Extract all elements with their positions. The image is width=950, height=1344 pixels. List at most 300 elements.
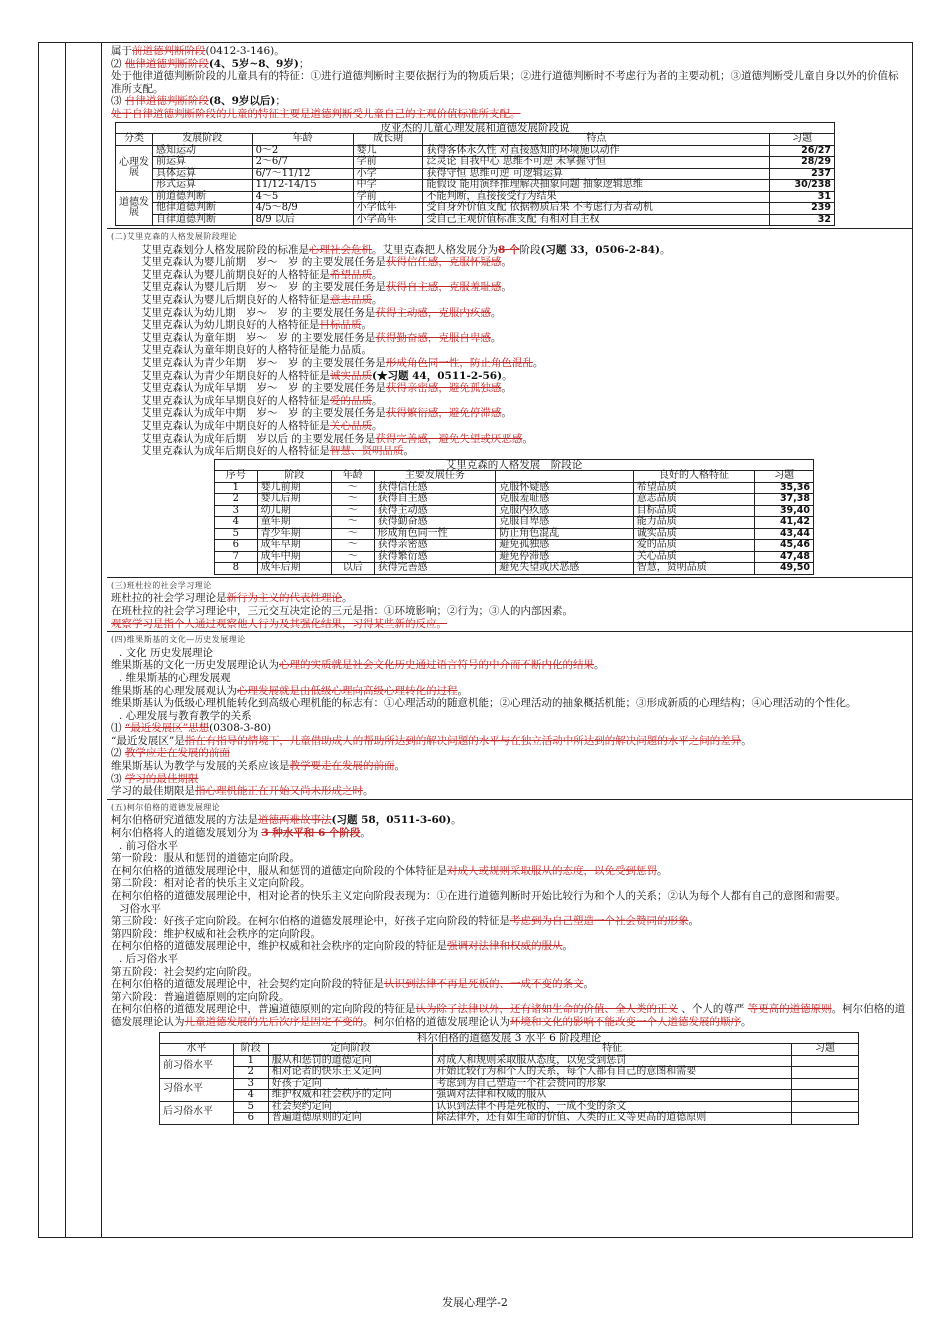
text-line (111, 108, 908, 121)
text-line (111, 814, 908, 827)
text-run: 。 (451, 814, 462, 827)
text-run: 。 (363, 785, 374, 798)
table-row (116, 145, 835, 157)
text-line (141, 256, 908, 269)
key-phrase: 获得繁衍感，避免停滞感 (385, 407, 502, 420)
key-phrase: 获得完善感，避免失望或厌恶感 (375, 432, 523, 445)
piaget-table-caption: 皮亚杰的儿童心理发展和道德发展阶段说 (115, 122, 835, 134)
table-row (116, 180, 835, 192)
task-cell: 获得繁衍感 (374, 551, 496, 563)
text-run: 。 (501, 281, 512, 294)
text-run: 。 (501, 382, 512, 395)
key-phrase: 教学要走在发展的前面 (289, 760, 395, 773)
text-line (111, 991, 908, 1004)
text-run: 艾里克森认为成年早期良好的人格特征是 (141, 394, 330, 407)
text-run: 在柯尔伯格的道德发展理论中，服从和惩罚的道德定向阶段的个体特征是 (111, 864, 447, 877)
feature-cell: 获得守恒 思维可逆 可逻辑运算 (423, 168, 770, 180)
text-run: 。 (372, 419, 383, 432)
erikson-text (111, 244, 908, 458)
trait-cell: 能力品质 (633, 517, 755, 529)
exercise-cell: 237 (770, 168, 835, 180)
task-cell: 克服羞耻感 (496, 494, 633, 506)
text-run: 。 (741, 1015, 752, 1028)
column-header: 年龄 (331, 471, 374, 483)
text-run: 阶段 (519, 243, 541, 256)
table-row (160, 1067, 859, 1079)
column-header: 习题 (755, 471, 814, 483)
key-phrase: 心理的实质就是社会文化历史通过语言符号的中介而不断内化的结果 (279, 659, 594, 672)
text-run: (习题 58，0511-3-60) (331, 814, 452, 827)
text-run: 第六阶段：普遍道德原则的定向阶段。 (111, 990, 290, 1003)
text-run: (0308-3-80) (209, 722, 272, 735)
text-line (111, 852, 908, 865)
key-phrase: 获得主动感，克服内疚感 (375, 306, 491, 319)
section-piaget (107, 43, 912, 229)
text-line (111, 710, 908, 723)
level-cell: 前习俗水平 (160, 1055, 234, 1078)
text-run: 。 (490, 306, 502, 319)
age-cell: ～ (331, 517, 374, 529)
level-cell: 后习俗水平 (160, 1101, 234, 1124)
text-line (111, 928, 908, 941)
key-phrase: “最近发展区”思想 (124, 722, 210, 735)
text-run: 第一阶段：服从和惩罚的道德定向阶段。 (111, 852, 300, 865)
column-header: 定向阶段 (268, 1044, 432, 1056)
piaget-table (115, 122, 835, 227)
stage-number-cell: 1 (233, 1055, 268, 1067)
text-run: 。 (342, 592, 353, 605)
text-line (141, 433, 908, 446)
erikson-table-header (215, 471, 814, 483)
exercise-cell (792, 1055, 859, 1067)
age-cell: 2～6/7 (252, 157, 353, 169)
table-row (116, 168, 835, 180)
task-cell: 避免孤独感 (496, 540, 633, 552)
column-header: 主要发展任务 (374, 471, 496, 483)
trait-cell: 爱的品质 (633, 540, 755, 552)
period-cell: 小学高年 (353, 214, 423, 226)
text-run: . 维果斯基的心理发展观 (119, 671, 231, 684)
exercise-cell (792, 1067, 859, 1079)
key-phrase: 获得自主感，克服羞耻感 (385, 281, 502, 294)
table-row (116, 157, 835, 169)
text-run: (★习题 44，0511-2-56) (372, 369, 503, 382)
text-line (111, 735, 908, 748)
piaget-table-header (116, 134, 835, 146)
column-header: 阶段 (233, 1044, 268, 1056)
feature-cell: 开始比较行为和个人的关系，每个人都有自己的意图和需要 (433, 1067, 792, 1079)
text-run: ⑶ (111, 772, 125, 785)
age-cell: 8/9 以后 (252, 214, 353, 226)
task-cell: 获得亲密感 (374, 540, 496, 552)
text-line (111, 760, 908, 773)
text-run: ⑵ (111, 57, 125, 70)
text-line (111, 773, 908, 786)
text-line (111, 58, 908, 71)
feature-cell: 受自己主观价值标准支配 有相对自主权 (423, 214, 770, 226)
key-phrase: 指心理机能正在开始又尚未形成之时 (195, 785, 363, 798)
feature-cell: 受自身外价值支配 依据物质后果 不考虑行为者动机 (423, 203, 770, 215)
stage-cell: 婴儿前期 (257, 482, 331, 494)
age-cell: ～ (331, 540, 374, 552)
text-line (111, 1003, 908, 1028)
kohlberg-table (159, 1032, 859, 1125)
stage-cell: 具体运算 (153, 168, 253, 180)
text-run: (4、5岁~8、9岁) (208, 57, 299, 70)
orientation-cell: 服从和惩罚的道德定向 (268, 1055, 432, 1067)
bandura-text (111, 592, 908, 630)
text-run: ； (275, 95, 286, 108)
vygotsky-text (111, 647, 908, 798)
text-line (111, 877, 908, 890)
text-run: 在柯尔伯格的道德发展理论中，相对论者的快乐主义定向阶段表现为：①在进行道德判断时开始比较行为和个人的关系；②认为每个人都有自己的意图和需要。 (111, 890, 846, 902)
text-line (141, 332, 908, 345)
column-header: 习题 (792, 1044, 859, 1056)
text-line (111, 647, 908, 660)
exercise-cell (792, 1078, 859, 1090)
category-cell: 心理发展 (116, 145, 153, 191)
text-run: 在柯尔伯格的道德发展理论中，社会契约定向阶段的特征是 (111, 978, 384, 991)
key-phrase: 获得亲密感，避免孤独感 (385, 382, 502, 395)
age-cell: 6/7～11/12 (252, 168, 353, 180)
column-header: 分类 (116, 134, 153, 146)
text-run: 艾里克森认为青少年期 岁～ 岁 的主要发展任务是 (141, 357, 386, 369)
stage-cell: 青少年期 (257, 528, 331, 540)
task-cell: 防止角色混乱 (496, 528, 633, 540)
age-cell: ～ (331, 482, 374, 494)
piaget-table-body (116, 145, 835, 226)
text-line (111, 903, 908, 916)
text-line (111, 618, 908, 631)
number-cell: 5 (215, 528, 258, 540)
exercise-cell: 39,40 (755, 505, 814, 517)
text-run: 。 (660, 243, 671, 256)
text-line (111, 592, 908, 605)
key-phrase: 新行为主义的代表性理论 (226, 592, 342, 605)
number-cell: 7 (215, 551, 258, 563)
text-line (141, 269, 908, 282)
section-vygotsky (107, 632, 912, 800)
text-run: 艾里克森认为幼儿期良好的人格特征是 (141, 319, 320, 332)
text-run: “最近发展区”是 (111, 734, 185, 747)
exercise-cell: 49,50 (755, 563, 814, 575)
key-phrase: 智慧、贤明品质 (330, 445, 404, 458)
task-cell: 获得勤奋感 (374, 517, 496, 529)
text-line (141, 445, 908, 458)
text-line (111, 95, 908, 108)
kohlberg-table-caption: 科尔伯格的道德发展 3 水平 6 阶段理论 (159, 1032, 859, 1044)
column-header: 成长期 (353, 134, 423, 146)
key-phrase: 环境和文化的影响不能改变一个人道德发展的顺序 (510, 1015, 741, 1028)
key-phrase: 意志品质 (330, 294, 372, 307)
key-phrase: 指在有指导的情境下，儿童借助成人的帮助所达到的解决问题的水平与在独立活动中所达到的解决问题的水平之间的差异 (184, 734, 742, 747)
table-row (215, 517, 814, 529)
stage-cell: 成年早期 (257, 540, 331, 552)
exercise-cell: 26/27 (770, 145, 835, 157)
exercise-cell (792, 1113, 859, 1125)
text-run: 维果斯基认为低级心理机能转化到高级心理机能的标志有：①心理活动的随意机能；②心理活动的抽象概括机能；③形成新质的心理结构；④心理活动的个性化。 (111, 697, 857, 710)
margin-rule-right (101, 43, 102, 1237)
text-run: 。 (372, 394, 383, 407)
age-cell: 11/12-14/15 (252, 180, 353, 192)
task-cell: 克服内疚感 (496, 505, 633, 517)
period-cell: 学前 (353, 157, 423, 169)
text-run: 艾里克森认为幼儿期 岁～ 岁 的主要发展任务是 (141, 306, 376, 319)
text-line (111, 672, 908, 685)
age-cell: 0～2 (252, 145, 353, 157)
task-cell: 获得自主感 (374, 494, 496, 506)
text-line (141, 370, 908, 383)
text-run: 艾里克森认为成年中期良好的人格特征是 (141, 419, 330, 432)
text-run: 。 (741, 734, 752, 747)
key-phrase: 8 个 (498, 243, 520, 256)
text-line (141, 395, 908, 408)
exercise-cell (792, 1090, 859, 1102)
age-cell: ～ (331, 505, 374, 517)
text-run: 。柯尔伯格的道德发展理论认为 (363, 1015, 510, 1028)
feature-cell: 认识到法律不再是死板的、一成不变的条文 (433, 1101, 792, 1113)
text-run: 在柯尔伯格的道德发展理论中，维护权威和社会秩序的定向阶段的特征是 (111, 940, 447, 953)
table-row (116, 203, 835, 215)
stage-cell: 婴儿后期 (257, 494, 331, 506)
text-run: 。 (522, 432, 533, 445)
text-line (141, 294, 908, 307)
key-phrase: 等更高的道德原则 (747, 1003, 832, 1016)
key-phrase: 认为除了法律以外，还有诸如生命的价值、全人类的正义 (415, 1003, 678, 1016)
text-run: 第五阶段：社会契约定向阶段。 (111, 965, 258, 978)
feature-cell: 考虑到为自己塑造一个社会赞同的形象 (433, 1078, 792, 1090)
text-line (111, 785, 908, 798)
text-run: ⑵ (111, 747, 125, 760)
key-phrase: 道德两难故事法 (258, 814, 332, 827)
notes-content (107, 43, 912, 1127)
section-heading: (四)维果斯基的文化—历史发展理论 (111, 635, 246, 645)
table-row (215, 494, 814, 506)
text-line (111, 747, 908, 760)
text-run: 。 (583, 978, 594, 991)
orientation-cell: 好孩子定向 (268, 1078, 432, 1090)
text-line (111, 915, 908, 928)
period-cell: 婴儿 (353, 145, 423, 157)
number-cell: 3 (215, 505, 258, 517)
feature-cell: 泛灵论 自我中心 思维不可逆 未掌握守恒 (423, 157, 770, 169)
text-run: 。 (594, 659, 605, 672)
text-line (141, 420, 908, 433)
text-line (141, 319, 908, 332)
trait-cell: 诚实品质 (633, 528, 755, 540)
section-heading: (二)艾里克森的人格发展阶段理论 (111, 232, 238, 242)
age-cell: ～ (331, 551, 374, 563)
exercise-cell: 239 (770, 203, 835, 215)
text-run: 。 (361, 319, 372, 332)
text-run: 班杜拉的社会学习理论是 (111, 592, 227, 605)
section-bandura (107, 578, 912, 632)
column-header: 特征 (433, 1044, 792, 1056)
text-run: 维果斯基的文化一历史发展理论认为 (111, 659, 279, 672)
table-row (160, 1113, 859, 1125)
column-header: 年龄 (252, 134, 353, 146)
orientation-cell: 相对论者的快乐主义定向 (268, 1067, 432, 1079)
key-phrase: 关心品质 (330, 419, 372, 432)
erikson-table (214, 459, 814, 575)
text-run: 学习的最佳期限是 (111, 785, 195, 798)
stage-cell: 童年期 (257, 517, 331, 529)
feature-cell: 获得客体永久性 对直接感知的环境施以动作 (423, 145, 770, 157)
table-row (116, 191, 835, 203)
orientation-cell: 维护权威和社会秩序的定向 (268, 1090, 432, 1102)
text-run: 艾里克森认为成年早期 岁～ 岁 的主要发展任务是 (141, 382, 386, 395)
text-line (141, 244, 908, 257)
key-phrase: 处于自律道德判断阶段的儿童的特征主要是道德判断受儿童自己的主观价值标准所支配。 (111, 107, 521, 120)
table-row (215, 540, 814, 552)
exercise-cell: 41,42 (755, 517, 814, 529)
exercise-cell: 35,36 (755, 482, 814, 494)
number-cell: 8 (215, 563, 258, 575)
trait-cell: 希望品质 (633, 482, 755, 494)
text-run: ； (298, 57, 310, 70)
text-run: 。 (562, 940, 573, 953)
text-line (111, 45, 908, 58)
text-run: 。 (360, 827, 371, 840)
text-run: 。 (372, 294, 383, 307)
key-phrase: 自律道德判断阶段 (124, 95, 209, 108)
text-run: 艾里克森认为青少年期良好的人格特征是 (141, 369, 330, 382)
stage-number-cell: 4 (233, 1090, 268, 1102)
trait-cell: 意志品质 (633, 494, 755, 506)
kohlberg-table-body (160, 1055, 859, 1124)
text-run: 艾里克森认为婴儿前期 岁～ 岁 的主要发展任务是 (141, 256, 386, 269)
text-line (111, 890, 908, 903)
text-run: 。 (688, 915, 699, 928)
level-cell: 习俗水平 (160, 1078, 234, 1101)
key-phrase: 目标品质 (319, 319, 362, 332)
text-run: . 前习俗水平 (119, 839, 179, 852)
exercise-cell: 37,38 (755, 494, 814, 506)
period-cell: 学前 (353, 191, 423, 203)
exercise-cell: 45,46 (755, 540, 814, 552)
key-phrase: 希望品质 (330, 268, 372, 281)
text-run: 习俗水平 (119, 902, 161, 915)
text-run: (8、9岁以后) (208, 95, 276, 108)
stage-number-cell: 3 (233, 1078, 268, 1090)
text-line (111, 953, 908, 966)
text-run: 艾里克森划分人格发展阶段的标准是 (141, 243, 309, 256)
stage-cell: 成年后期 (257, 563, 331, 575)
text-run: 维果斯基的心理发展观认为 (111, 684, 237, 697)
page-footer: 发展心理学-2 (442, 1296, 508, 1309)
text-line (111, 940, 908, 953)
text-line (141, 307, 908, 320)
stage-cell: 感知运动 (153, 145, 253, 157)
piaget-text (111, 45, 908, 121)
key-phrase: 他律道德判断阶段 (124, 57, 209, 70)
text-run: 艾里克森认为婴儿后期良好的人格特征是 (141, 294, 330, 307)
text-run: (0412-3-146)。 (205, 45, 285, 57)
kohlberg-text (111, 814, 908, 1028)
age-cell: 4～5 (252, 191, 353, 203)
task-cell: 获得信任感 (374, 482, 496, 494)
text-run: 处于他律道德判断阶段的儿童具有的特征：①进行道德判断时主要依据行为的物质后果；②进行道德判断时不考虑行为者的主要动机；③道德判断受儿童自身以外的价值标准所支配。 (111, 70, 899, 95)
task-cell: 克服怀疑感 (496, 482, 633, 494)
stage-number-cell: 6 (233, 1113, 268, 1125)
key-phrase: 考虑到为自己塑造一个社会赞同的形象 (510, 915, 689, 928)
key-phrase: 学习的最佳期限 (124, 772, 199, 785)
text-run: 。 (502, 369, 513, 382)
period-cell: 中学 (353, 180, 423, 192)
key-phrase: 获得勤奋感，克服自卑感 (375, 331, 491, 344)
key-phrase: 对成人或规则采取服从的态度，以免受到惩罚 (447, 864, 657, 877)
column-header: 水平 (160, 1044, 234, 1056)
text-run: 艾里克森认为成年中期 岁～ 岁 的主要发展任务是 (141, 407, 386, 420)
trait-cell: 目标品质 (633, 505, 755, 517)
feature-cell: 能假设 能用演绎推理解决抽象问题 抽象逻辑思维 (423, 180, 770, 192)
stage-cell: 形式运算 (153, 180, 253, 192)
section-heading: (三)班杜拉的社会学习理论 (111, 580, 212, 590)
text-line (111, 966, 908, 979)
text-run: 属于 (111, 45, 132, 57)
text-run: 艾里克森认为童年期良好的人格特征是能力品质。 (141, 344, 372, 357)
exercise-cell: 43,44 (755, 528, 814, 540)
key-phrase: 获得信任感，克服怀疑感 (385, 256, 502, 269)
text-line (111, 605, 908, 618)
text-run: 艾里克森认为成年后期 岁以后 的主要发展任务是 (141, 432, 376, 445)
age-cell: ～ (331, 528, 374, 540)
text-run: 艾里克森认为婴儿前期良好的人格特征是 (141, 268, 330, 281)
text-line (141, 382, 908, 395)
text-line (141, 407, 908, 420)
text-run: 。 (403, 445, 414, 458)
task-cell: 形成角色同一性 (374, 528, 496, 540)
stage-cell: 幼儿期 (257, 505, 331, 517)
text-line (111, 697, 908, 710)
key-phrase: 儿童道德发展的先后次序是固定不变的 (184, 1015, 363, 1028)
text-line (111, 722, 908, 735)
stage-cell: 他律道德判断 (153, 203, 253, 215)
margin-rule-left (65, 43, 66, 1237)
text-run: 。 (394, 760, 405, 773)
text-run: (习题 33，0506-2-84) (540, 243, 661, 256)
exercise-cell: 31 (770, 191, 835, 203)
number-cell: 4 (215, 517, 258, 529)
text-line (141, 281, 908, 294)
trait-cell: 智慧，贤明品质 (633, 563, 755, 575)
key-phrase: 教学应走在发展的前面 (124, 747, 230, 760)
text-line (111, 685, 908, 698)
task-cell: 获得完善感 (374, 563, 496, 575)
key-phrase: 心理社会危机 (309, 243, 372, 256)
column-header: 良好的人格特征 (633, 471, 755, 483)
key-phrase: 观察学习是指个人通过观察他人行为及其强化结果，习得某些新的反应。 (111, 617, 447, 630)
section-erikson (107, 229, 912, 578)
period-cell: 小学低年 (353, 203, 423, 215)
key-phrase: 前道德判断阶段 (132, 45, 206, 57)
key-phrase: 3 种水平和 6 个阶段 (261, 827, 361, 840)
stage-cell: 前道德判断 (153, 191, 253, 203)
text-run: 第三阶段：好孩子定向阶段。在柯尔伯格的道德发展理论中，好孩子定向阶段的特征是 (111, 915, 510, 928)
stage-cell: 自律道德判断 (153, 214, 253, 226)
feature-cell: 除法律外，还有如生命的价值、人类的正义等更高的道德原则 (433, 1113, 792, 1125)
text-line (111, 840, 908, 853)
text-run: 。 (501, 256, 512, 269)
text-run: ⑴ (111, 722, 125, 735)
key-phrase: 诚实品质 (330, 369, 372, 382)
age-cell: ～ (331, 494, 374, 506)
text-run: 艾里克森认为婴儿后期 岁～ 岁 的主要发展任务是 (141, 281, 386, 294)
text-line (111, 827, 908, 840)
text-run: 。 (501, 407, 512, 420)
age-cell: 4/5～8/9 (252, 203, 353, 215)
column-header (496, 471, 633, 483)
